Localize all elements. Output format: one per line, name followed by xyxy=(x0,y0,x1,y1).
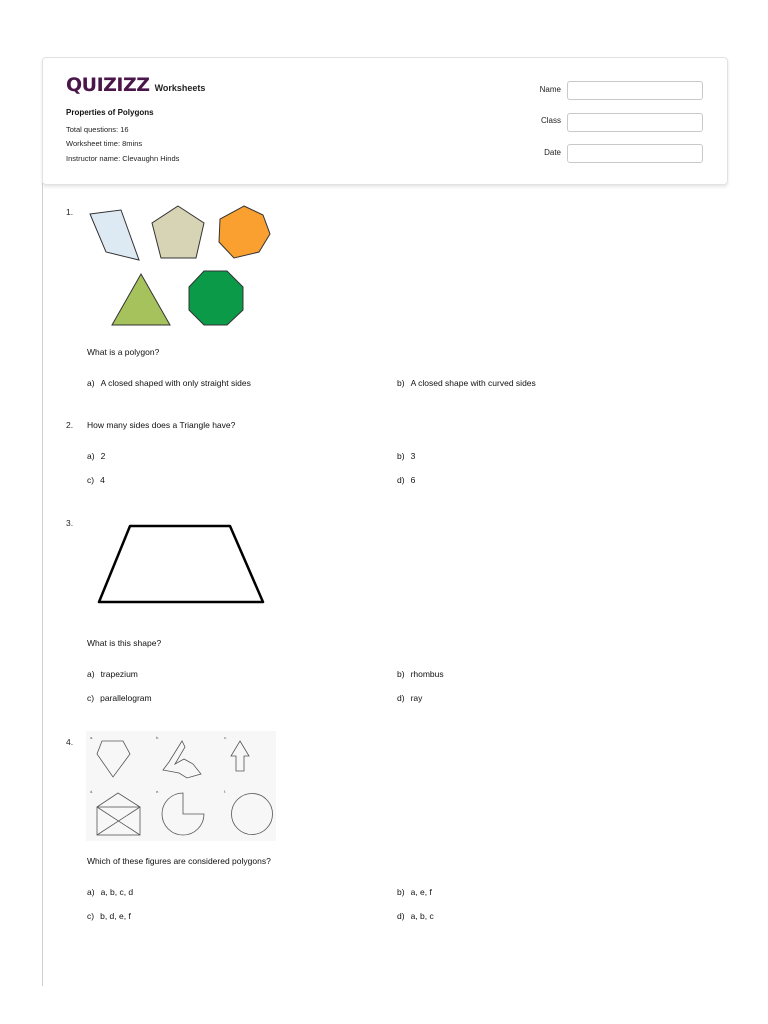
question-1-option-a[interactable] xyxy=(87,378,251,388)
trapezium-shape xyxy=(99,526,263,602)
question-1-text: What is a polygon? xyxy=(87,347,160,357)
option-text: ray xyxy=(410,693,423,703)
option-text: 4 xyxy=(100,475,105,485)
question-3-trapezium-figure xyxy=(96,523,268,605)
question-2-option-d[interactable] xyxy=(397,475,415,485)
option-letter: d) xyxy=(397,911,405,921)
question-4-option-c[interactable] xyxy=(87,911,131,921)
question-4-option-a[interactable] xyxy=(87,887,133,897)
question-1-polygons-figure xyxy=(86,204,276,330)
question-3-option-c[interactable] xyxy=(87,693,152,703)
option-letter: a) xyxy=(87,378,95,388)
question-2-option-a[interactable] xyxy=(87,451,105,461)
triangle-shape xyxy=(112,274,170,325)
option-text: a, b, c xyxy=(410,911,434,921)
question-1-option-b[interactable] xyxy=(397,378,536,388)
question-3-text: What is this shape? xyxy=(87,638,162,648)
question-2-option-c[interactable] xyxy=(87,475,105,485)
option-letter: d) xyxy=(397,693,405,703)
class-field[interactable] xyxy=(567,113,703,132)
option-letter: b) xyxy=(397,669,405,679)
brand-subtitle: Worksheets xyxy=(154,83,206,93)
question-4-option-b[interactable] xyxy=(397,887,432,897)
option-letter: a) xyxy=(87,451,95,461)
option-text: 3 xyxy=(410,451,416,461)
octagon-shape xyxy=(189,271,243,325)
option-text: b, d, e, f xyxy=(100,911,131,921)
question-3-option-d[interactable] xyxy=(397,693,422,703)
worksheet-title: Properties of Polygons xyxy=(66,108,154,117)
option-letter: c) xyxy=(87,693,95,703)
question-4-text: Which of these figures are considered polygons? xyxy=(87,856,271,866)
option-text: 6 xyxy=(410,475,416,485)
brand-name: QUIZIZZ xyxy=(66,74,150,96)
option-letter: c) xyxy=(87,911,95,921)
worksheet-header xyxy=(42,57,728,185)
option-letter: a) xyxy=(87,887,95,897)
option-letter: c) xyxy=(87,475,95,485)
question-4-number: 4. xyxy=(66,737,74,747)
question-2-text: How many sides does a Triangle have? xyxy=(87,420,236,430)
question-2-number: 2. xyxy=(66,420,74,430)
question-3-option-a[interactable] xyxy=(87,669,138,679)
question-4-option-d[interactable] xyxy=(397,911,434,921)
figure-label-d: d. xyxy=(90,789,94,794)
pentagon-shape xyxy=(152,206,204,258)
name-label: Name xyxy=(539,85,561,94)
option-text: rhombus xyxy=(410,669,444,679)
instructor-name: Instructor name: Clevaughn Hinds xyxy=(66,154,180,163)
worksheet-time: Worksheet time: 8mins xyxy=(66,139,143,148)
rhombus-shape xyxy=(90,210,139,260)
question-2-option-b[interactable] xyxy=(397,451,415,461)
figure-label-e: e. xyxy=(156,789,160,794)
option-letter: d) xyxy=(397,475,405,485)
figure-label-b: b. xyxy=(156,735,160,740)
option-text: a, b, c, d xyxy=(100,887,134,897)
figure-label-f: f. xyxy=(224,789,227,794)
option-letter: b) xyxy=(397,887,405,897)
option-text: 2 xyxy=(100,451,106,461)
page-margin-rule xyxy=(42,183,43,986)
name-field[interactable] xyxy=(567,81,703,100)
option-letter: a) xyxy=(87,669,95,679)
question-3-number: 3. xyxy=(66,518,74,528)
quizizz-logo xyxy=(66,74,205,96)
figure-label-a: a. xyxy=(90,735,94,740)
total-questions: Total questions: 16 xyxy=(66,125,129,134)
option-text: a, e, f xyxy=(410,887,432,897)
option-text: parallelogram xyxy=(100,693,152,703)
figure-label-c: c. xyxy=(224,735,228,740)
question-1-number: 1. xyxy=(66,207,74,217)
class-label: Class xyxy=(540,116,561,125)
option-text: A closed shaped with only straight sides xyxy=(100,378,251,388)
option-letter: b) xyxy=(397,451,405,461)
heptagon-shape xyxy=(219,206,270,258)
question-4-figures xyxy=(86,731,276,841)
option-letter: b) xyxy=(397,378,405,388)
date-field[interactable] xyxy=(567,144,703,163)
option-text: trapezium xyxy=(100,669,138,679)
option-text: A closed shape with curved sides xyxy=(410,378,536,388)
date-label: Date xyxy=(544,148,561,157)
question-3-option-b[interactable] xyxy=(397,669,444,679)
